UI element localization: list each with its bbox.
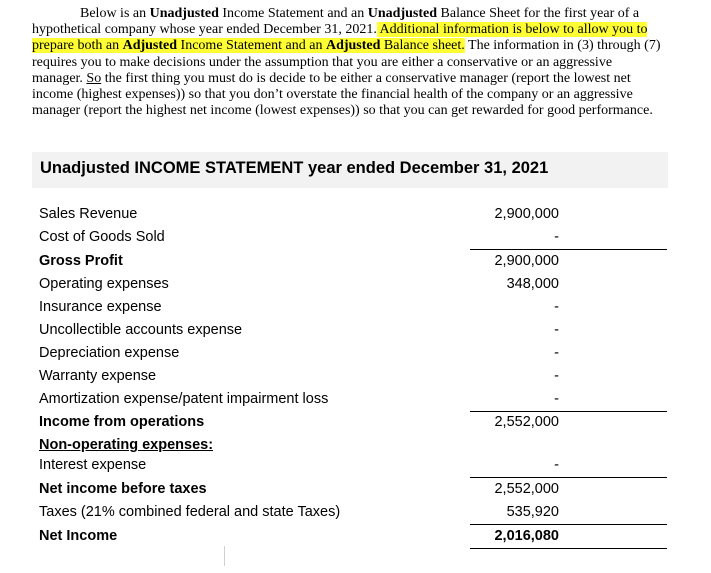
- cell-border: [224, 546, 225, 566]
- row-interest-expense: Interest expense -: [39, 457, 559, 473]
- row-insurance-expense: Insurance expense -: [39, 299, 559, 315]
- intro-paragraph: Below is an Unadjusted Income Statement and an Unadjusted Balance Sheet for the first year of a hypothetical company whose year ended December 31, 2021. Additional information is below to allow you to prepare both an Adjusted Income Statement and an Adjusted Balance sheet. The information in (3) through (7) requires you to make decisions under the assumption that you are either a conservative or an aggressive manager. So the first thing you must do is decide to be either a conservative manager (report the lowest net income (highest expenses)) so that you don’t overstate the financial health of the company or an aggressive manager (report the highest net income (lowest expenses)) so that you can get rewarded for good performance.: [32, 6, 661, 119]
- underline-gross-profit: [470, 249, 667, 250]
- statement-header: [32, 152, 668, 188]
- row-gross-profit: Gross Profit 2,900,000: [39, 253, 559, 269]
- statement-title: Unadjusted INCOME STATEMENT year ended December 31, 2021: [40, 159, 549, 177]
- row-taxes: Taxes (21% combined federal and state Taxes) 535,920: [39, 504, 559, 520]
- row-depreciation-expense: Depreciation expense -: [39, 345, 559, 361]
- row-non-operating-header: Non-operating expenses:: [39, 437, 214, 453]
- row-operating-expenses: Operating expenses 348,000: [39, 276, 559, 292]
- underline-net-income-before-taxes: [470, 477, 667, 478]
- highlighted-text: Additional information is below to allow you to prepare both an Adjusted Income Statement and an Adjusted Balance sheet.: [32, 22, 648, 54]
- row-cost-of-goods-sold: Cost of Goods Sold -: [39, 229, 559, 245]
- underline-income-operations: [470, 411, 667, 412]
- row-income-from-operations: Income from operations 2,552,000: [39, 414, 559, 430]
- row-amortization-expense: Amortization expense/patent impairment loss -: [39, 391, 559, 407]
- row-net-income: Net Income 2,016,080: [39, 528, 559, 544]
- double-underline-net-income: [470, 548, 667, 549]
- row-warranty-expense: Warranty expense -: [39, 368, 559, 384]
- row-sales-revenue: Sales Revenue 2,900,000: [39, 206, 559, 222]
- underline-net-income: [470, 524, 667, 525]
- row-uncollectible-expense: Uncollectible accounts expense -: [39, 322, 559, 338]
- row-net-income-before-taxes: Net income before taxes 2,552,000: [39, 481, 559, 497]
